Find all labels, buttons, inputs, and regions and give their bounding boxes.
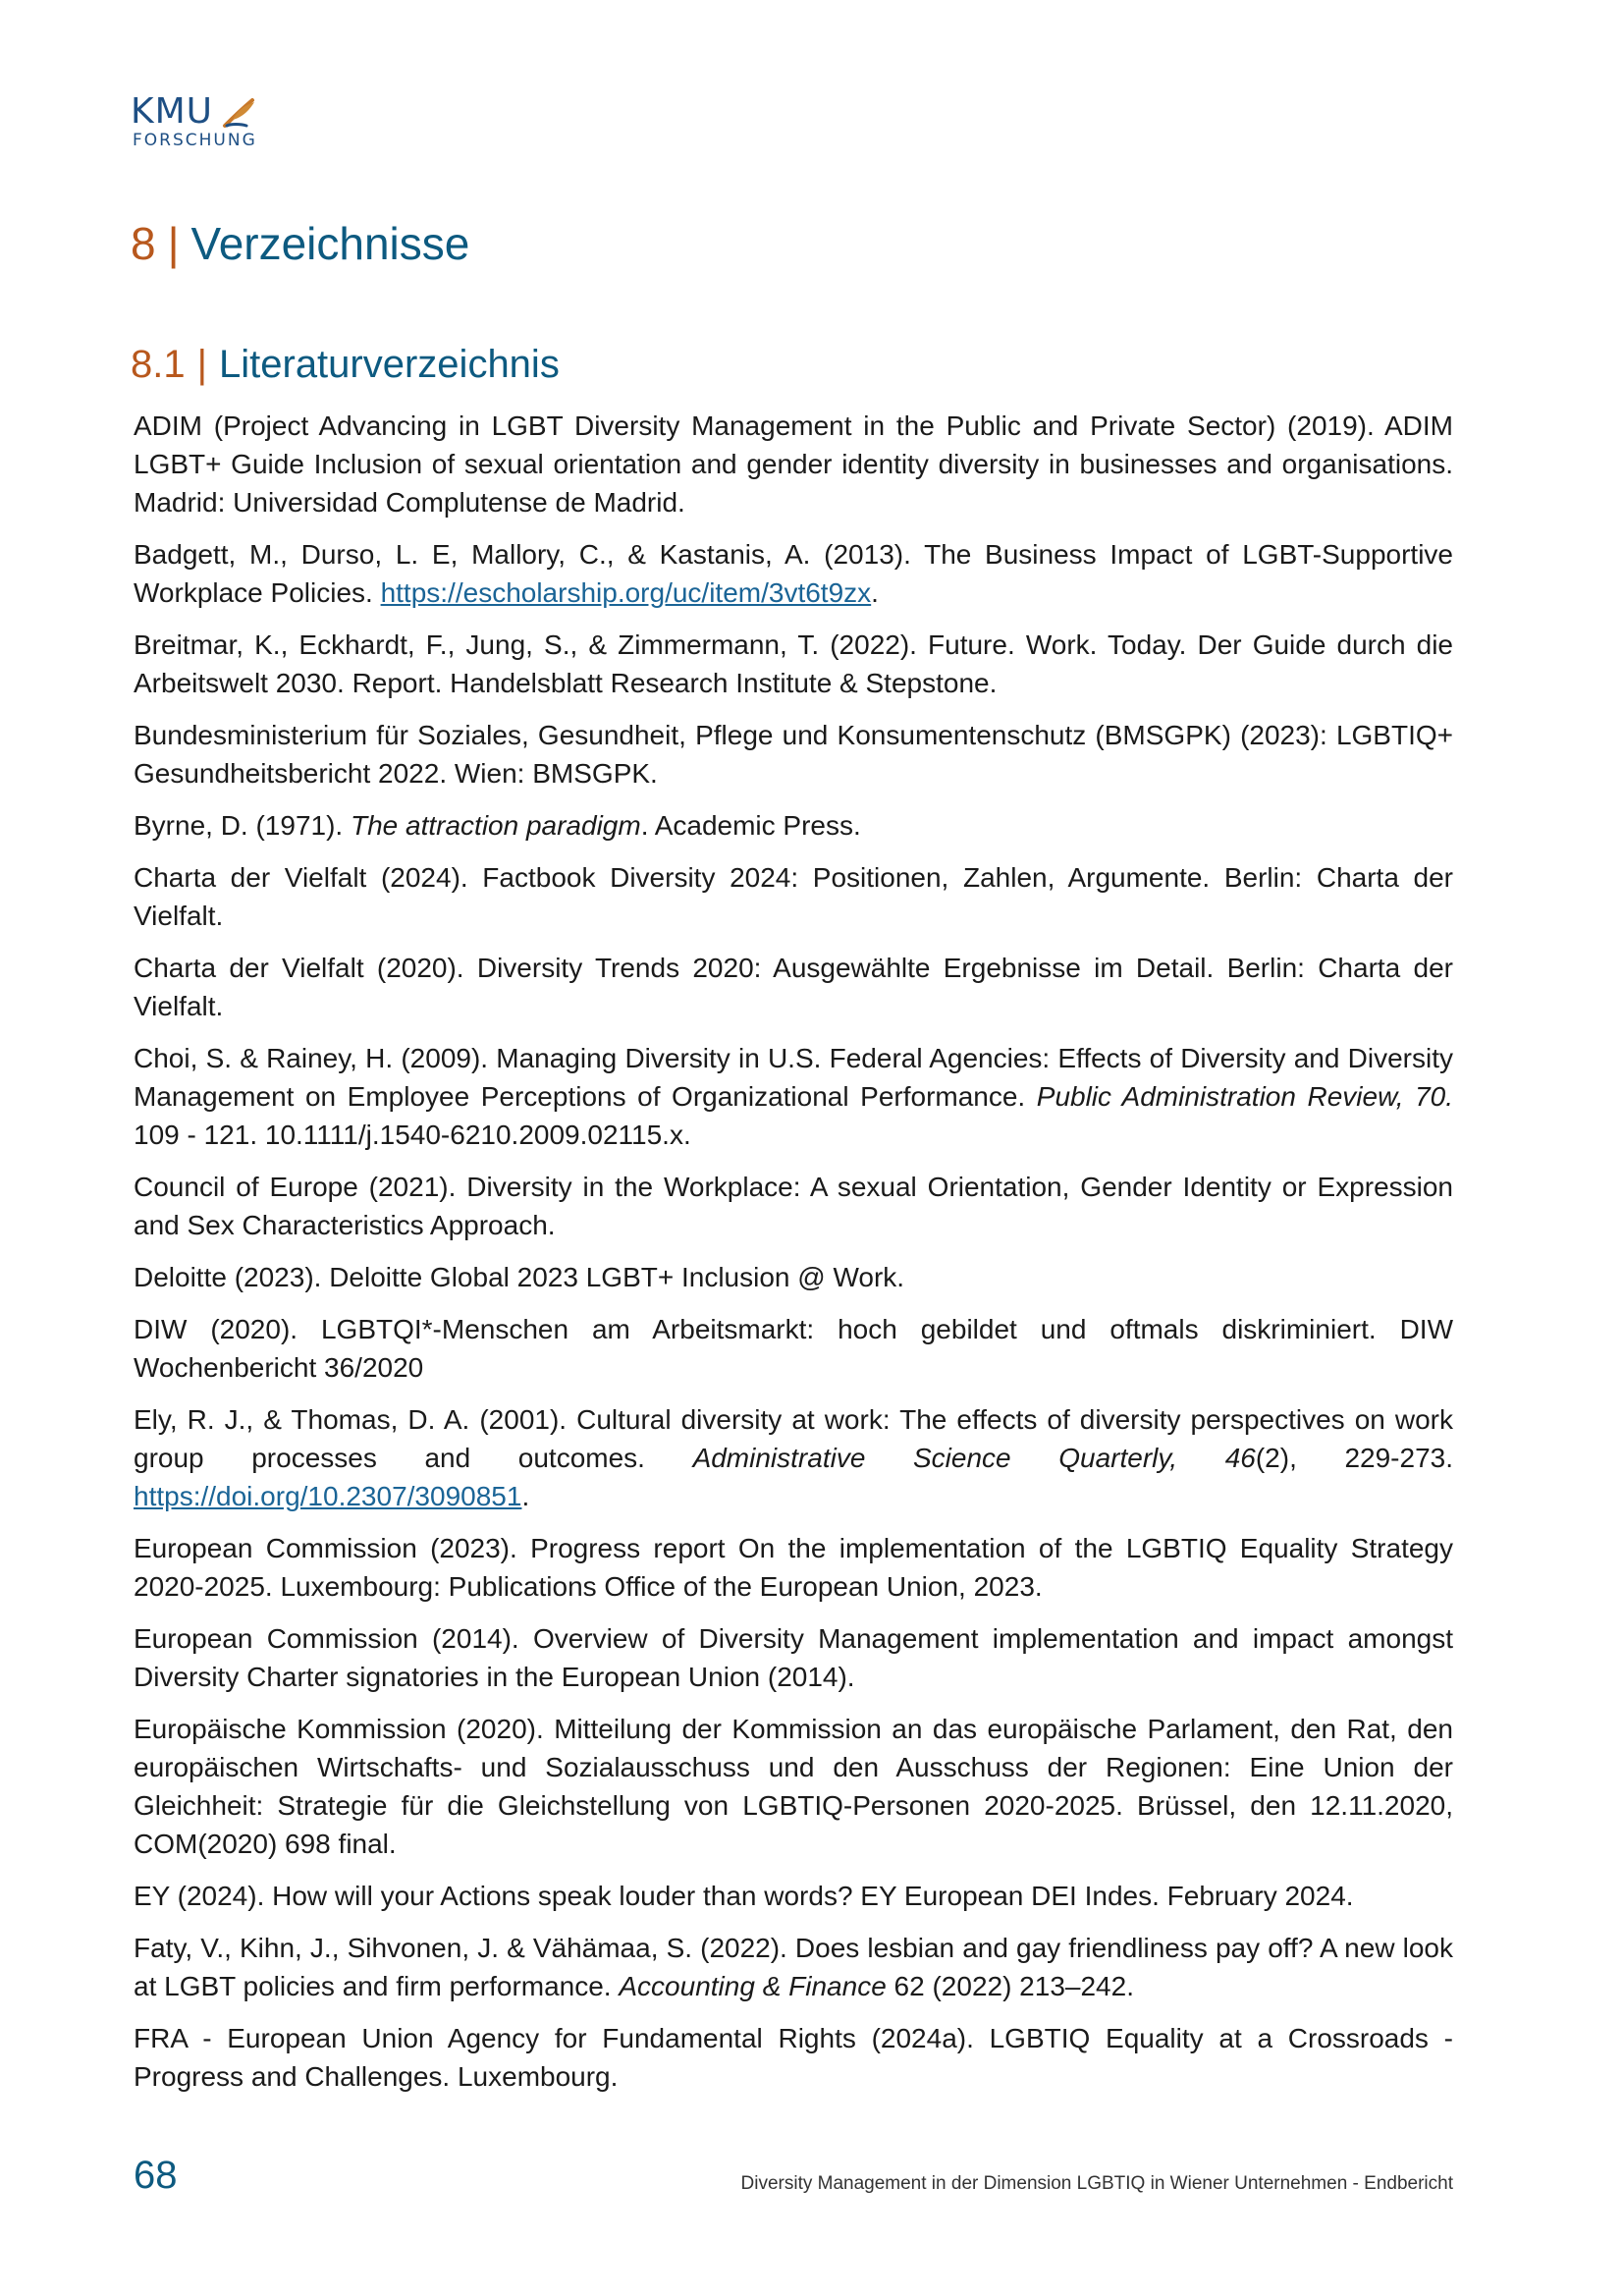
reference-item: European Commission (2023). Progress report On the implementation of the LGBTIQ Equality Strategy 2020-2025. Luxembourg: Publications Office of the European Union, 2023. [134,1533,1453,1602]
page-number: 68 [134,2154,178,2197]
reference-text: Ely, R. J., & Thomas, D. A. (2001). Cultural diversity at work: The effects of diversity perspectives on work group processes and outcomes. [134,1404,1453,1473]
reference-item: Breitmar, K., Eckhardt, F., Jung, S., & Zimmermann, T. (2022). Future. Work. Today. Der Guide durch die Arbeitswelt 2030. Report. Handelsblatt Research Institute & Stepstone. [134,629,1453,698]
leaf-icon [219,96,258,130]
reference-item: Deloitte (2023). Deloitte Global 2023 LGBT+ Inclusion @ Work. [134,1262,905,1292]
reference-text: . Academic Press. [640,810,861,841]
reference-journal: Administrative Science Quarterly, 46 [692,1443,1256,1473]
reference-link[interactable]: https://doi.org/10.2307/3090851 [134,1481,522,1511]
reference-text: Byrne, D. (1971). [134,810,351,841]
reference-title: The attraction paradigm [350,810,641,841]
section-number: 8.1 [131,343,186,386]
reference-journal: Accounting & Finance [619,1971,887,2001]
reference-item [134,1929,1453,2005]
reference-text: . [871,577,879,608]
reference-item [134,1400,1453,1515]
reference-journal: Public Administration Review, 70. [1036,1081,1454,1112]
chapter-title: Verzeichnisse [190,218,470,269]
logo-sub-text: FORSCHUNG [133,131,257,150]
section-title: Literaturverzeichnis [219,343,560,386]
reference-item [134,1039,1453,1154]
chapter-separator: | [167,218,180,269]
reference-list [134,407,1453,2109]
reference-text: . [521,1481,530,1511]
section-heading [131,340,560,389]
reference-link[interactable]: https://escholarship.org/uc/item/3vt6t9zx [380,577,872,608]
reference-item: EY (2024). How will your Actions speak louder than words? EY European DEI Indes. February 2024. [134,1881,1354,1911]
section-separator: | [196,343,207,386]
reference-item: European Commission (2014). Overview of Diversity Management implementation and impact amongst Diversity Charter signatories in the European Union (2014). [134,1623,1453,1692]
reference-text: 62 (2022) 213–242. [886,1971,1134,2001]
reference-text: (2), 229-273. [1255,1443,1453,1473]
reference-item: Europäische Kommission (2020). Mitteilung der Kommission an das europäische Parlament, den Rat, den europäischen Wirtschafts- und Sozialausschuss und den Ausschuss der Regionen: Eine Union der Gleichheit: Strategie für die Gleichstellung von LGBTIQ-Personen 2020-2025. Brüssel, den 12.11.2020, COM(2020) 698 final. [134,1714,1453,1859]
reference-item: DIW (2020). LGBTQI*-Menschen am Arbeitsmarkt: hoch gebildet und oftmals diskriminiert. DIW Wochenbericht 36/2020 [134,1314,1453,1383]
reference-text: Badgett, M., Durso, L. E, Mallory, C., & Kastanis, A. (2013). The Business Impact of LGBT-Supportive Workplace Policies. [134,539,1453,608]
reference-item: Charta der Vielfalt (2020). Diversity Trends 2020: Ausgewählte Ergebnisse im Detail. Berlin: Charta der Vielfalt. [134,953,1453,1021]
reference-text: 109 - 121. 10.1111/j.1540-6210.2009.02115.x. [134,1120,691,1150]
footer-document-title: Diversity Management in der Dimension LGBTIQ in Wiener Unternehmen - Endbericht [740,2173,1453,2194]
kmu-forschung-logo [131,91,258,153]
chapter-heading [131,216,469,271]
reference-item [134,806,1453,845]
reference-item: Bundesministerium für Soziales, Gesundheit, Pflege und Konsumentenschutz (BMSGPK) (2023): LGBTIQ+ Gesundheitsbericht 2022. Wien: BMSGPK. [134,720,1453,789]
reference-text: Faty, V., Kihn, J., Sihvonen, J. & Vähämaa, S. (2022). Does lesbian and gay friendliness pay off? A new look at LGBT policies and firm performance. [134,1933,1453,2001]
logo-main-text: KMU [131,91,214,132]
reference-text: Choi, S. & Rainey, H. (2009). Managing Diversity in U.S. Federal Agencies: Effects of Diversity and Diversity Management on Employee Perceptions of Organizational Performance. [134,1043,1453,1112]
chapter-number: 8 [131,218,156,269]
reference-item: ADIM (Project Advancing in LGBT Diversity Management in the Public and Private Sector) (2019). ADIM LGBT+ Guide Inclusion of sexual orientation and gender identity diversity in businesses and organisations. Madrid: Universidad Complutense de Madrid. [134,410,1453,518]
reference-item: Council of Europe (2021). Diversity in the Workplace: A sexual Orientation, Gender Identity or Expression and Sex Characteristics Approach. [134,1172,1453,1240]
reference-item: FRA - European Union Agency for Fundamental Rights (2024a). LGBTIQ Equality at a Crossroads - Progress and Challenges. Luxembourg. [134,2023,1453,2092]
reference-item: Charta der Vielfalt (2024). Factbook Diversity 2024: Positionen, Zahlen, Argumente. Berlin: Charta der Vielfalt. [134,862,1453,931]
reference-item [134,535,1453,612]
